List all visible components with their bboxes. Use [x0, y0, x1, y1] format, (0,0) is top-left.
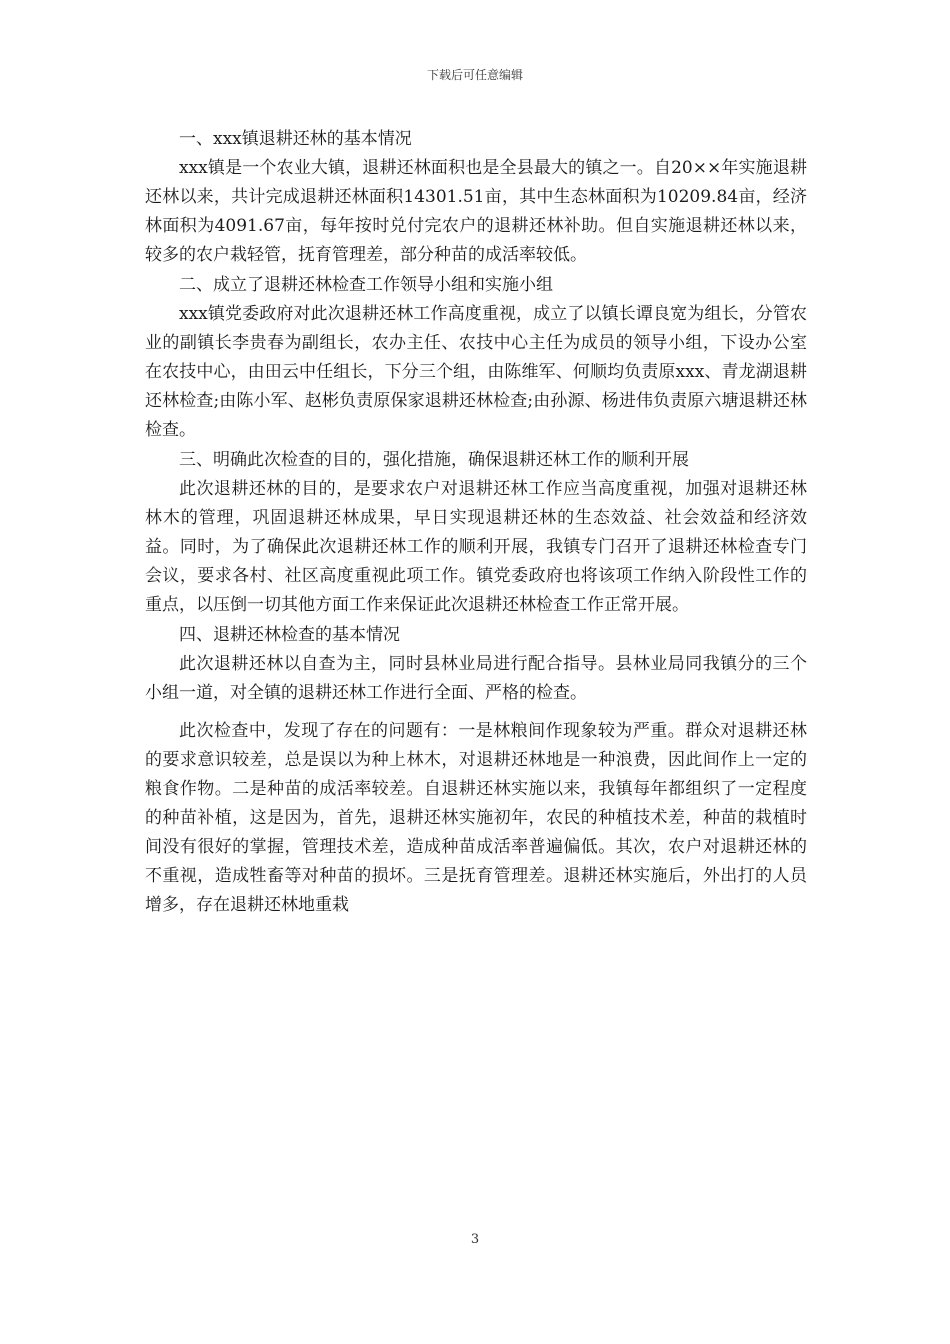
- paragraph-basic-situation: xxx镇是一个农业大镇，退耕还林面积也是全县最大的镇之一。自20××年实施退耕还林以来，共计完成退耕还林面积14301.51亩，其中生态林面积为10209.84亩，经济林面积为4091.67亩，每年按时兑付完农户的退耕还林补助。但自实施退耕还林以来，较多的农户栽轻管，抚育管理差，部分种苗的成活率较低。: [145, 158, 807, 265]
- paragraph-self-inspection: 此次退耕还林以自查为主，同时县林业局进行配合指导。县林业局同我镇分的三个小组一道，对全镇的退耕还林工作进行全面、严格的检查。: [145, 654, 807, 703]
- section-heading-2: 二、成立了退耕还林检查工作领导小组和实施小组: [179, 275, 553, 295]
- section-heading-1: 一、xxx镇退耕还林的基本情况: [179, 129, 412, 149]
- page-number: 3: [470, 1232, 480, 1247]
- document-body: [145, 124, 807, 920]
- paragraph-leading-group: xxx镇党委政府对此次退耕还林工作高度重视，成立了以镇长谭良宽为组长，分管农业的副镇长李贵春为副组长，农办主任、农技中心主任为成员的领导小组，下设办公室在农技中心，由田云中任组长，下分三个组，由陈维军、何顺均负责原xxx、青龙湖退耕还林检查;由陈小军、赵彬负责原保家退耕还林检查;由孙源、杨进伟负责原六塘退耕还林检查。: [145, 304, 807, 440]
- section-heading-4: 四、退耕还林检查的基本情况: [179, 625, 400, 645]
- paragraph-gap: [145, 708, 807, 717]
- paragraph-inspection-purpose: 此次退耕还林的目的，是要求农户对退耕还林工作应当高度重视，加强对退耕还林林木的管理，巩固退耕还林成果，早日实现退耕还林的生态效益、社会效益和经济效益。同时，为了确保此次退耕还林工作的顺利开展，我镇专门召开了退耕还林检查专门会议，要求各村、社区高度重视此项工作。镇党委政府也将该项工作纳入阶段性工作的重点，以压倒一切其他方面工作来保证此次退耕还林检查工作正常开展。: [145, 479, 807, 615]
- paragraph-problems-found: 此次检查中，发现了存在的问题有：一是林粮间作现象较为严重。群众对退耕还林的要求意识较差，总是误以为种上林木，对退耕还林地是一种浪费，因此间作上一定的粮食作物。二是种苗的成活率较差。自退耕还林实施以来，我镇每年都组织了一定程度的种苗补植，这是因为，首先，退耕还林实施初年，农民的种植技术差，种苗的栽植时间没有很好的掌握，管理技术差，造成种苗成活率普遍偏低。其次，农户对退耕还林的不重视，造成牲畜等对种苗的损坏。三是抚育管理差。退耕还林实施后，外出打的人员增多，存在退耕还林地重栽: [145, 721, 807, 915]
- section-heading-3: 三、明确此次检查的目的，强化措施，确保退耕还林工作的顺利开展: [179, 450, 689, 470]
- page-header: 下载后可任意编辑: [426, 68, 523, 82]
